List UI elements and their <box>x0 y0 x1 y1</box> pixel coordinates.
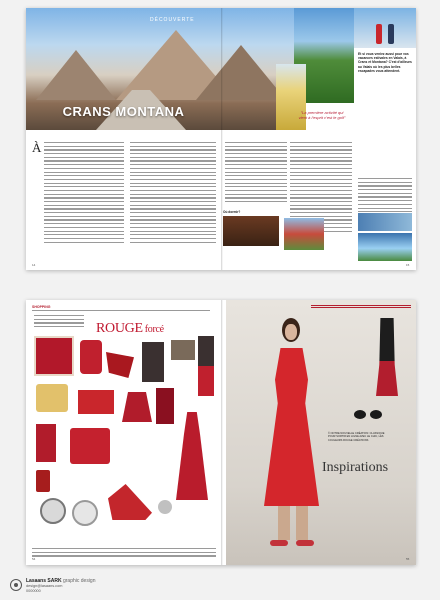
sunglasses-product <box>354 410 384 420</box>
shoe <box>270 540 288 546</box>
article-kicker: DÉCOUVERTE <box>150 17 195 23</box>
model-shoes <box>270 538 318 546</box>
boot-product <box>122 392 152 422</box>
dress-product <box>176 412 208 500</box>
contact-info <box>358 178 412 215</box>
intro-text <box>34 315 84 330</box>
skier-photo <box>276 64 306 130</box>
title-accent: forcé <box>144 324 164 335</box>
product-credits <box>32 548 216 559</box>
inspirations-heading: Inspirations <box>322 460 389 475</box>
mountain-shape <box>36 50 116 100</box>
lipstick-product <box>36 470 50 492</box>
page-number-right: 15 <box>406 263 410 267</box>
designer-credit <box>10 577 210 595</box>
cardigan-product <box>156 388 174 424</box>
thumbnail-photo <box>358 213 412 231</box>
model-face <box>285 324 297 340</box>
shoe <box>296 540 314 546</box>
name-text: Lasaans SARK <box>26 578 62 584</box>
article-title: CRANS MONTANA <box>62 104 185 119</box>
designer-email[interactable]: design@lasaans.com <box>26 584 63 588</box>
mountain-shape <box>196 45 286 100</box>
hikers-photo <box>354 8 416 48</box>
sandal-product <box>108 484 152 520</box>
spread-gutter <box>221 300 223 565</box>
purse-product <box>78 390 114 414</box>
designer-phone: 0000000 <box>26 589 41 593</box>
designer-logo-icon <box>10 579 22 591</box>
pull-quote: "La première activité qui vient à l'esprit c'est le golf" <box>298 110 346 120</box>
handbag-product <box>80 340 102 374</box>
feature-title <box>96 321 164 337</box>
jacket-product <box>142 342 164 382</box>
chalet-interior-photo <box>223 216 279 246</box>
text-column-2 <box>130 142 216 245</box>
watch-product <box>40 498 66 524</box>
shirt-product <box>198 336 214 396</box>
product-caption: © NOTRE NOUVELLE CRÉATION: CLASSIQUE POUR SORTIR EN LIGNE AVEC LE CHIC, LES COULEURS ROUGE CRÉATIONS <box>328 432 385 442</box>
section-heading: Où dormir? <box>223 210 241 214</box>
perfume-product <box>36 424 56 462</box>
scarf-product <box>34 336 74 376</box>
text-column-3 <box>225 142 287 205</box>
page-number-left: 54 <box>32 557 36 561</box>
hiker-figure <box>388 24 394 44</box>
side-column-text: Et si vous veniez aussi pour vos vacances estivales en Valais, à Crans et Montana? C'est d'ailleurs au Valais où les plus belles escapades vous attendent. <box>358 52 412 73</box>
heel-product <box>106 352 134 378</box>
hiker-figure <box>376 24 382 44</box>
section-kicker: SHOPPING <box>32 305 51 309</box>
page-number-right: 55 <box>406 557 410 561</box>
thumbnail-photo <box>358 233 412 261</box>
model-legs <box>278 506 308 540</box>
top-rule <box>32 310 210 311</box>
watch-product <box>72 500 98 526</box>
clutch-product <box>36 384 68 412</box>
page-number-left: 14 <box>32 263 36 267</box>
magazine-spread-shopping <box>26 300 416 565</box>
drop-cap: À <box>32 140 42 155</box>
role-text: graphic design <box>62 578 96 584</box>
chalet-exterior-photo <box>284 218 324 250</box>
text-column-1 <box>44 142 124 245</box>
ring-product <box>158 500 172 514</box>
decorative-rules <box>311 305 411 309</box>
magazine-spread-travel <box>26 8 416 270</box>
spread-gutter <box>221 8 223 270</box>
bag-product <box>171 340 195 360</box>
wallet-product <box>70 428 110 464</box>
title-main: ROUGE <box>96 321 143 336</box>
